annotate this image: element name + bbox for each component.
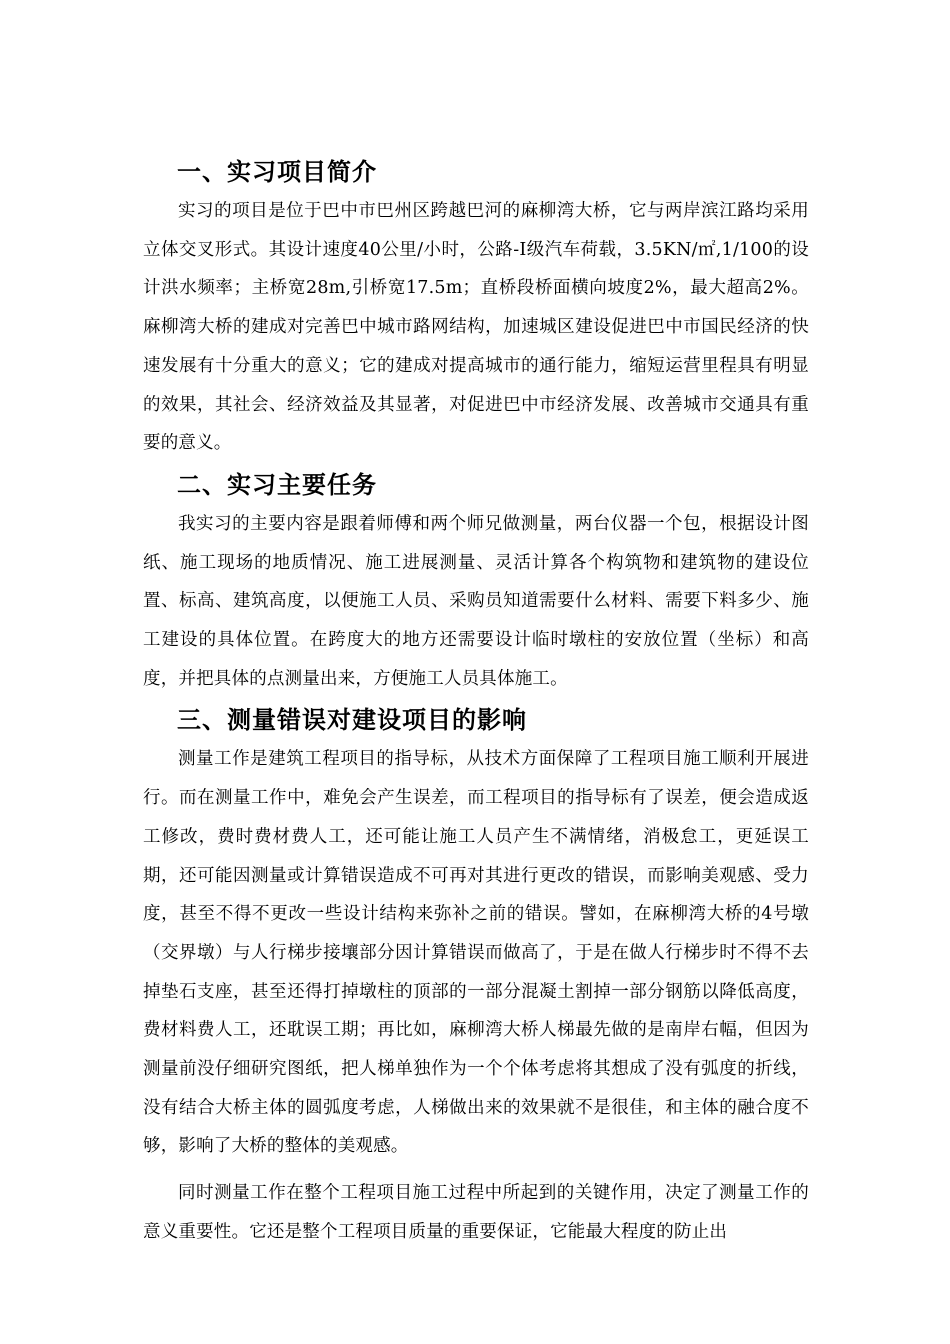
section-heading: 三、测量错误对建设项目的影响 [177,706,527,735]
section-heading: 二、实习主要任务 [177,470,377,499]
paragraph: 同时测量工作在整个工程项目施工过程中所起到的关键作用，决定了测量工作的意义重要性。它还是整个工程项目质量的重要保证，它能最大程度的防止出 [143,1183,809,1242]
paragraph: 我实习的主要内容是跟着师傅和两个师兄做测量，两台仪器一个包，根据设计图纸、施工现场的地质情况、施工进展测量、灵活计算各个构筑物和建筑物的建设位置、标高、建筑高度，以便施工人员、采购员知道需要什么材料、需要下料多少、施工建设的具体位置。在跨度大的地方还需要设计临时墩柱的安放位置（坐标）和高度，并把具体的点测量出来，方便施工人员具体施工。 [143,513,809,689]
document-page [143,152,809,1252]
section-project-intro [143,152,809,463]
section-heading: 一、实习项目简介 [177,158,377,186]
section-measurement-errors [143,700,809,1251]
paragraph: 实习的项目是位于巴中市巴州区跨越巴河的麻柳湾大桥，它与两岸滨江路均采用立体交叉形式。其设计速度40公里/小时，公路-I级汽车荷载，3.5KN/㎡,1/100的设计洪水频率；主桥宽28m,引桥宽17.5m；直桥段桥面横向坡度2%，最大超高2%。麻柳湾大桥的建成对完善巴中城市路网结构，加速城区建设促进巴中市国民经济的快速发展有十分重大的意义；它的建成对提高城市的通行能力，缩短运营里程具有明显的效果，其社会、经济效益及其显著，对促进巴中市经济发展、改善城市交通具有重要的意义。 [143,201,809,454]
paragraph: 测量工作是建筑工程项目的指导标，从技术方面保障了工程项目施工顺利开展进行。而在测量工作中，难免会产生误差，而工程项目的指导标有了误差，便会造成返工修改，费时费材费人工，还可能让施工人员产生不满情绪，消极怠工，更延误工期，还可能因测量或计算错误造成不可再对其进行更改的错误，而影响美观感、受力度，甚至不得不更改一些设计结构来弥补之前的错误。譬如，在麻柳湾大桥的4号墩（交界墩）与人行梯步接壤部分因计算错误而做高了，于是在做人行梯步时不得不去掉垫石支座，甚至还得打掉墩柱的顶部的一部分混凝土割掉一部分钢筋以降低高度，费材料费人工，还耽误工期；再比如，麻柳湾大桥人梯最先做的是南岸右幅，但因为测量前没仔细研究图纸，把人梯单独作为一个个体考虑将其想成了没有弧度的折线，没有结合大桥主体的圆弧度考虑，人梯做出来的效果就不是很佳，和主体的融合度不够，影响了大桥的整体的美观感。 [143,749,809,1157]
section-main-tasks [143,465,809,699]
